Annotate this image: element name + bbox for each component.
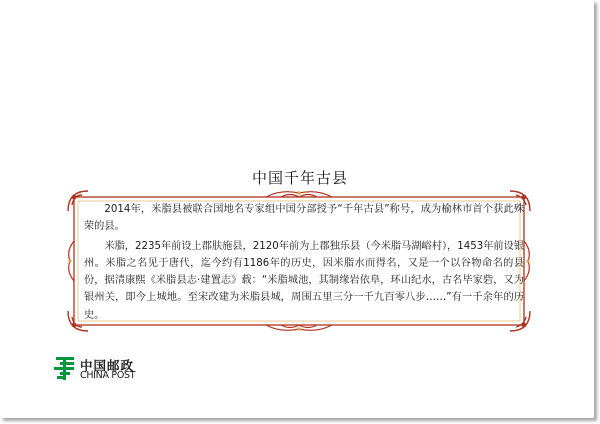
page-title: 中国千年古县 xyxy=(251,169,348,187)
logo-name-en: CHINA POST xyxy=(80,370,136,381)
logo-name-cn: 中国邮政 xyxy=(80,358,135,373)
body-text xyxy=(84,201,524,324)
paragraph-1: 2014年，米脂县被联合国地名专家组中国分部授予“千年古县”称号，成为榆林市首个获此殊荣的县。 xyxy=(84,204,524,233)
china-post-logo xyxy=(54,355,164,381)
paragraph-2: 米脂，2235年前设上郡肤施县，2120年前为上郡独乐县（今米脂马湖峪村），1453年前设银州。米脂之名见于唐代，迄今约有1186年的历史，因米脂水而得名，又是一个以谷物命名的县份，据清康熙《米脂县志·建置志》载：“米脂城池，其制缘岩依阜，环山纪水，古名毕家砦，又为银州关，即今上城地。至宋改建为米脂县城，周围五里三分一千九百零八步……”有一千余年的历史。 xyxy=(84,240,524,321)
china-post-logo-icon xyxy=(54,355,76,381)
